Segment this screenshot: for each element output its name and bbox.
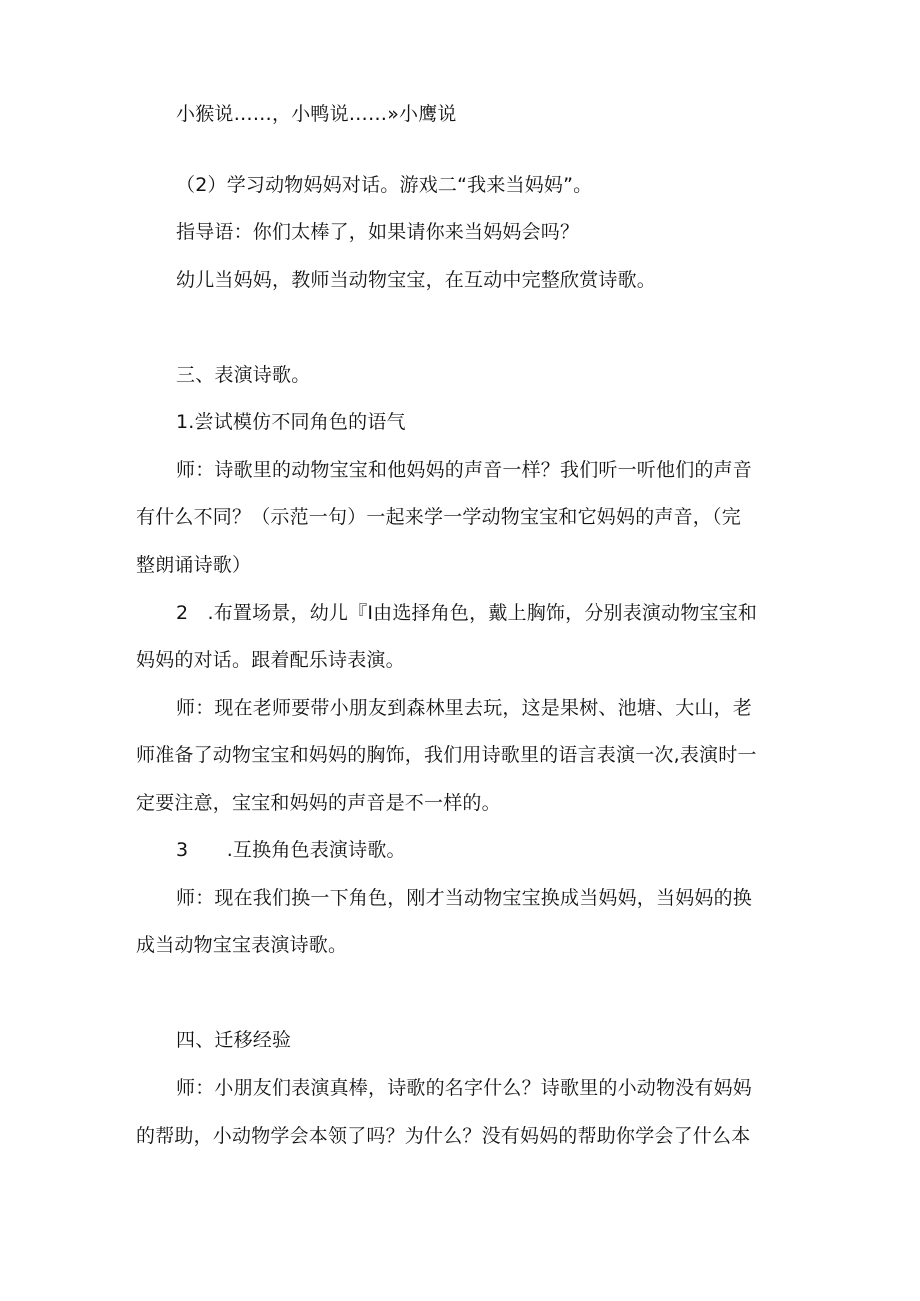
text-line: 师：小朋友们表演真棒，诗歌的名字什么？诗歌里的小动物没有妈妈 <box>176 1077 753 1099</box>
text-line: 妈妈的对话。跟着配乐诗表演。 <box>136 649 405 671</box>
text-line: 小猴说……，小鸭说……»小鹰说 <box>176 103 457 125</box>
text-line: 指导语：你们太棒了，如果请你来当妈妈会吗？ <box>176 221 580 243</box>
text-line: 成当动物宝宝表演诗歌。 <box>136 934 348 956</box>
text-line: 幼儿当妈妈，教师当动物宝宝，在互动中完整欣赏诗歌。 <box>176 269 657 291</box>
section-heading: 四、迁移经验 <box>176 1029 292 1051</box>
subsection-heading: 1.尝试模仿不同角色的语气 <box>176 411 406 433</box>
text-line: 师：诗歌里的动物宝宝和他妈妈的声音一样？我们听一听他们的声音 <box>176 459 753 481</box>
text-line: 师：现在我们换一下角色，刚才当动物宝宝换成当妈妈，当妈妈的换 <box>176 887 753 909</box>
text-line: 定要注意，宝宝和妈妈的声音是不一样的。 <box>136 792 501 814</box>
text-line: 整朗诵诗歌） <box>136 554 252 576</box>
text-line: 师：现在老师要带小朋友到森林里去玩，这是果树、池塘、大山，老 <box>176 697 753 719</box>
text-line: 的帮助，小动物学会本领了吗？为什么？没有妈妈的帮助你学会了什么本 <box>136 1125 751 1147</box>
subsection-heading: 3 .互换角色表演诗歌。 <box>176 839 406 861</box>
text-line: 有什么不同？（示范一句）一起来学一学动物宝宝和它妈妈的声音，（完 <box>136 506 741 528</box>
section-heading: 三、表演诗歌。 <box>176 364 311 386</box>
text-line: （2）学习动物妈妈对话。游戏二“我来当妈妈”。 <box>176 174 593 196</box>
text-line: 师准备了动物宝宝和妈妈的胸饰，我们用诗歌里的语言表演一次,表演时一 <box>136 744 757 766</box>
subsection-heading: 2 .布置场景，幼儿『I由选择角色，戴上胸饰，分别表演动物宝宝和 <box>176 602 758 624</box>
